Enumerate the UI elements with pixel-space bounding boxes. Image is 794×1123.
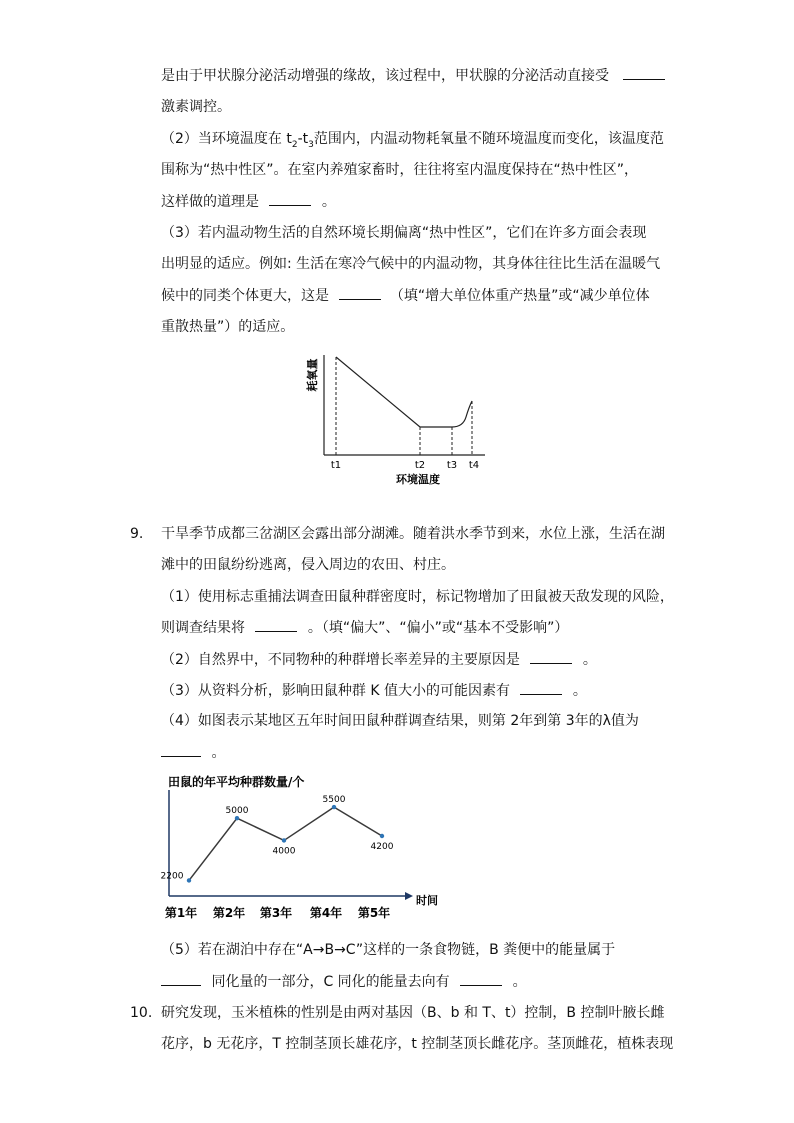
answer-blank[interactable] xyxy=(161,971,201,986)
chart-title: 田鼠的年平均种群数量/个 xyxy=(168,775,305,789)
q10-stem-line2: 花序，b 无花序，T 控制茎顶长雄花序，t 控制茎顶长雌花序。茎顶雌花，植株表现 xyxy=(161,1036,674,1052)
q8-part3-line3: 候中的同类个体更大，这是 （填“增大单位体重产热量”或“减少单位体 xyxy=(161,285,650,306)
answer-blank[interactable] xyxy=(520,680,562,695)
q8-line-a: 是由于甲状腺分泌活动增强的缘故，该过程中，甲状腺的分泌活动直接受 xyxy=(161,65,665,86)
q8-part2-line2: 围称为“热中性区”。在室内养殖家畜时，往往将室内温度保持在“热中性区”， xyxy=(161,162,639,178)
question-number: 9. xyxy=(130,526,144,542)
q8-part3-line1: （3）若内温动物生活的自然环境长期偏离“热中性区”，它们在许多方面会表现 xyxy=(161,225,647,241)
question-number: 10. xyxy=(130,1005,153,1021)
x-tick-label-5: 第5年 xyxy=(357,906,391,920)
q9-part2: （2）自然界中，不同物种的种群增长率差异的主要原因是 。 xyxy=(161,649,597,670)
q8-part2-line3: 这样做的道理是 。 xyxy=(161,191,336,212)
data-point-5 xyxy=(380,834,384,838)
q9-part1-line2: 则调查结果将 。（填“偏大”、“偏小”或“基本不受影响”） xyxy=(161,617,568,638)
answer-blank[interactable] xyxy=(269,191,311,206)
q8-part3-line4: 重散热量”）的适应。 xyxy=(161,319,295,335)
q10-stem-line1: 研究发现，玉米植株的性别是由两对基因（B、b 和 T、t）控制，B 控制叶腋长雌 xyxy=(161,1005,665,1021)
population-line-chart xyxy=(160,770,450,925)
answer-blank[interactable] xyxy=(530,649,572,664)
data-label-5: 4200 xyxy=(370,842,394,852)
answer-blank[interactable] xyxy=(339,285,381,300)
tick-t3: t3 xyxy=(446,460,458,471)
data-label-1: 2200 xyxy=(160,871,184,882)
tick-t1: t1 xyxy=(330,460,342,471)
q9-stem-line1: 干旱季节成都三岔湖区会露出部分湖滩。随着洪水季节到来，水位上涨，生活在湖 xyxy=(161,526,665,542)
tick-t4: t4 xyxy=(468,460,480,471)
answer-blank[interactable] xyxy=(255,617,297,632)
q9-part5-line2: 同化量的一部分，C 同化的能量去向有 。 xyxy=(161,971,527,992)
y-axis-label: 耗氧量 xyxy=(306,358,319,392)
data-label-3: 4000 xyxy=(272,846,296,857)
data-point-4 xyxy=(332,805,336,809)
x-tick-label-3: 第3年 xyxy=(259,906,293,920)
data-point-3 xyxy=(282,838,286,842)
answer-blank[interactable] xyxy=(623,65,665,80)
q9-part5-line1: （5）若在湖泊中存在“A→B→C”这样的一条食物链，B 粪便中的能量属于 xyxy=(161,942,616,958)
x-tick-label-4: 第4年 xyxy=(309,906,343,920)
q8-part3-line2: 出明显的适应。例如: 生活在寒冷气候中的内温动物，其身体往往比生活在温暖气 xyxy=(161,256,661,272)
data-label-4: 5500 xyxy=(322,795,346,806)
tick-t2: t2 xyxy=(414,460,426,471)
answer-blank[interactable] xyxy=(161,742,201,757)
data-point-2 xyxy=(235,816,239,820)
q8-part2-line1: （2）当环境温度在 $t_2-t_3$范围内，内温动物耗氧量不随环境温度而变化，该温度范 xyxy=(161,131,664,150)
data-label-2: 5000 xyxy=(225,806,249,817)
x-tick-label-2: 第2年 xyxy=(212,906,246,920)
x-axis-label: 时间 xyxy=(416,894,438,907)
consumption-curve-rise xyxy=(452,401,472,427)
q9-part3: （3）从资料分析，影响田鼠种群 K 值大小的可能因素有 。 xyxy=(161,680,587,701)
x-axis-label: 环境温度 xyxy=(396,473,440,486)
x-tick-label-1: 第1年 xyxy=(164,906,198,920)
population-series-line xyxy=(189,807,382,880)
q9-part4-line1: （4）如图表示某地区五年时间田鼠种群调查结果，则第 2年到第 3年的λ值为 xyxy=(161,713,639,729)
q9-stem-line2: 滩中的田鼠纷纷逃离，侵入周边的农田、村庄。 xyxy=(161,557,455,573)
q9-part1-line1: （1）使用标志重捕法调查田鼠种群密度时，标记物增加了田鼠被天敌发现的风险， xyxy=(161,589,674,605)
data-point-1 xyxy=(187,878,191,882)
x-axis-arrow xyxy=(405,892,413,900)
answer-blank[interactable] xyxy=(460,971,502,986)
consumption-curve xyxy=(336,357,452,427)
q9-part4-line2: 。 xyxy=(161,742,225,763)
q8-line-b: 激素调控。 xyxy=(161,99,231,115)
oxygen-consumption-diagram xyxy=(300,345,490,490)
